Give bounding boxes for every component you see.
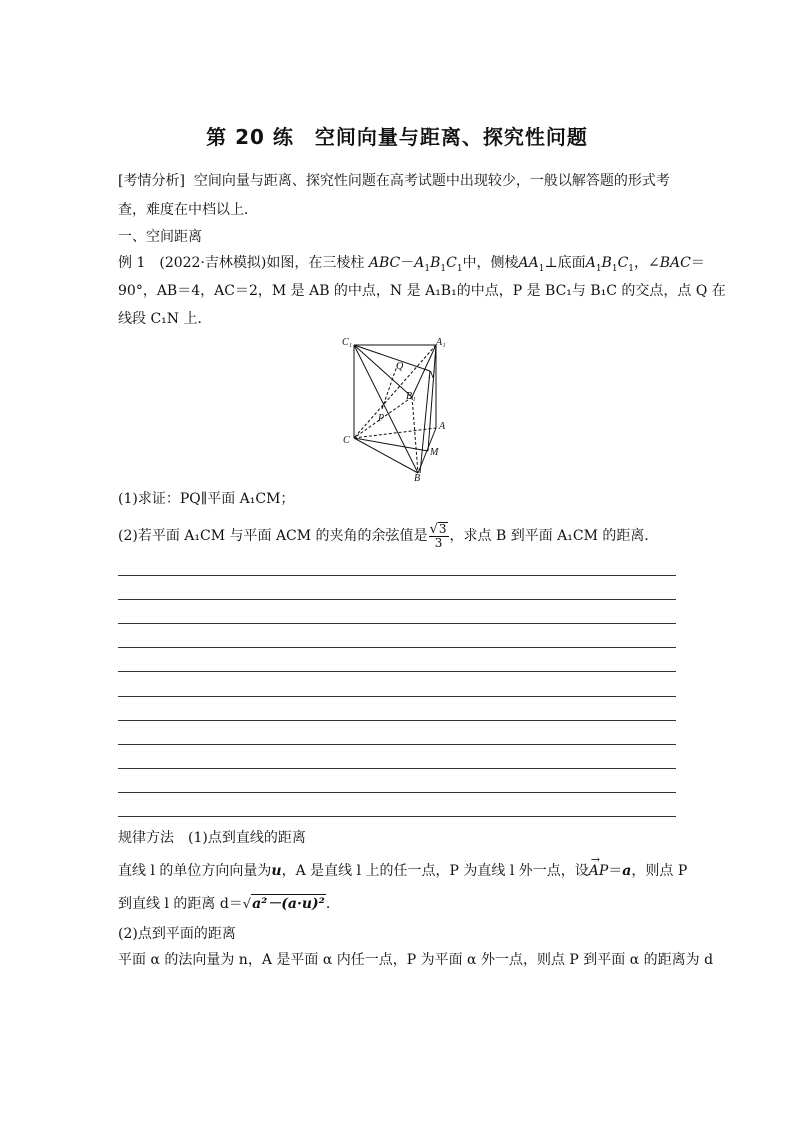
answer-line[interactable] [118,720,676,721]
question-1: (1)求证：PQ∥平面 A₁CM； [118,491,295,507]
label-a: A [439,421,446,432]
answer-line[interactable] [118,744,676,745]
answer-line[interactable] [118,575,676,576]
method-title: 规律方法 (1)点到直线的距离 [118,830,306,846]
example-end: ＝ [690,255,705,271]
example-tail-1: 中，侧棱 [462,255,519,271]
label-b: B [414,473,421,483]
example-head: 例 1 (2022·吉林模拟)如图，在三棱柱 [118,255,365,271]
method-line-3: 平面 α 的法向量为 n，A 是平面 α 内任一点，P 为平面 α 外一点，则点 P 到平面 α 的距离为 d [118,952,714,968]
answer-line[interactable] [118,696,676,697]
label-m: M [430,447,439,458]
label-a1: A₁ [436,337,446,348]
example-line-2: 90°，AB＝4，AC＝2，M 是 AB 的中点，N 是 A₁B₁的中点，P 是 BC₁与 B₁C 的交点，点 Q 在 [118,283,726,299]
distance-formula: a²－(a·u)² [252,896,325,912]
question-2 [118,522,658,550]
label-p: P [378,413,385,424]
label-b1: B₁ [406,391,416,402]
answer-line[interactable] [118,599,676,600]
label-n: N [428,370,435,381]
answer-line[interactable] [118,671,676,672]
label-c: C [343,435,350,446]
fraction-numerator: 3 [438,522,447,536]
intro-line-1 [118,172,670,190]
answer-line[interactable] [118,816,676,817]
example-tail-2: ⊥底面 [544,255,586,271]
page-title: 第 20 练 空间向量与距离、探究性问题 [206,125,588,149]
question-2-pre: (2)若平面 A₁CM 与平面 ACM 的夹角的余弦值是 [118,528,428,544]
method-line-2: 到直线 l 的距离 d＝√a²－(a·u)². [118,896,331,912]
method-subheading: (2)点到平面的距离 [118,926,236,942]
intro-text-1: 空间向量与距离、探究性问题在高考试题中出现较少，一般以解答题的形式考 [193,173,670,189]
question-2-post: ，求点 B 到平面 A₁CM 的距离． [449,528,659,544]
cosine-fraction: $\frac{√3}{3}$ [429,522,447,550]
prism-figure [340,333,460,483]
section-heading: 一、空间距离 [118,229,202,245]
answer-line[interactable] [118,623,676,624]
example-tail-3: ，∠ [634,255,660,271]
answer-line[interactable] [118,792,676,793]
intro-tag: [考情分析] [118,173,185,189]
example-line-1: 例 1 (2022·吉林模拟)如图，在三棱柱 $ABC-A_1B_1C_1$中，侧棱$AA_1\perp$底面$A_1B_1C_1$，∠BAC＝ [118,255,705,274]
label-q: Q [396,361,404,372]
vector-ap: → AP [589,862,609,880]
intro-line-2: 查，难度在中档以上． [118,202,258,218]
label-c1: C₁ [342,337,353,348]
answer-line[interactable] [118,768,676,769]
example-line-3: 线段 C₁N 上． [118,311,212,327]
answer-line[interactable] [118,647,676,648]
fraction-denominator: 3 [434,536,443,550]
method-line-1: 直线 l 的单位方向向量为u，A 是直线 l 上的任一点，P 为直线 l 外一点，设→ AP＝a，则点 P [118,862,687,880]
